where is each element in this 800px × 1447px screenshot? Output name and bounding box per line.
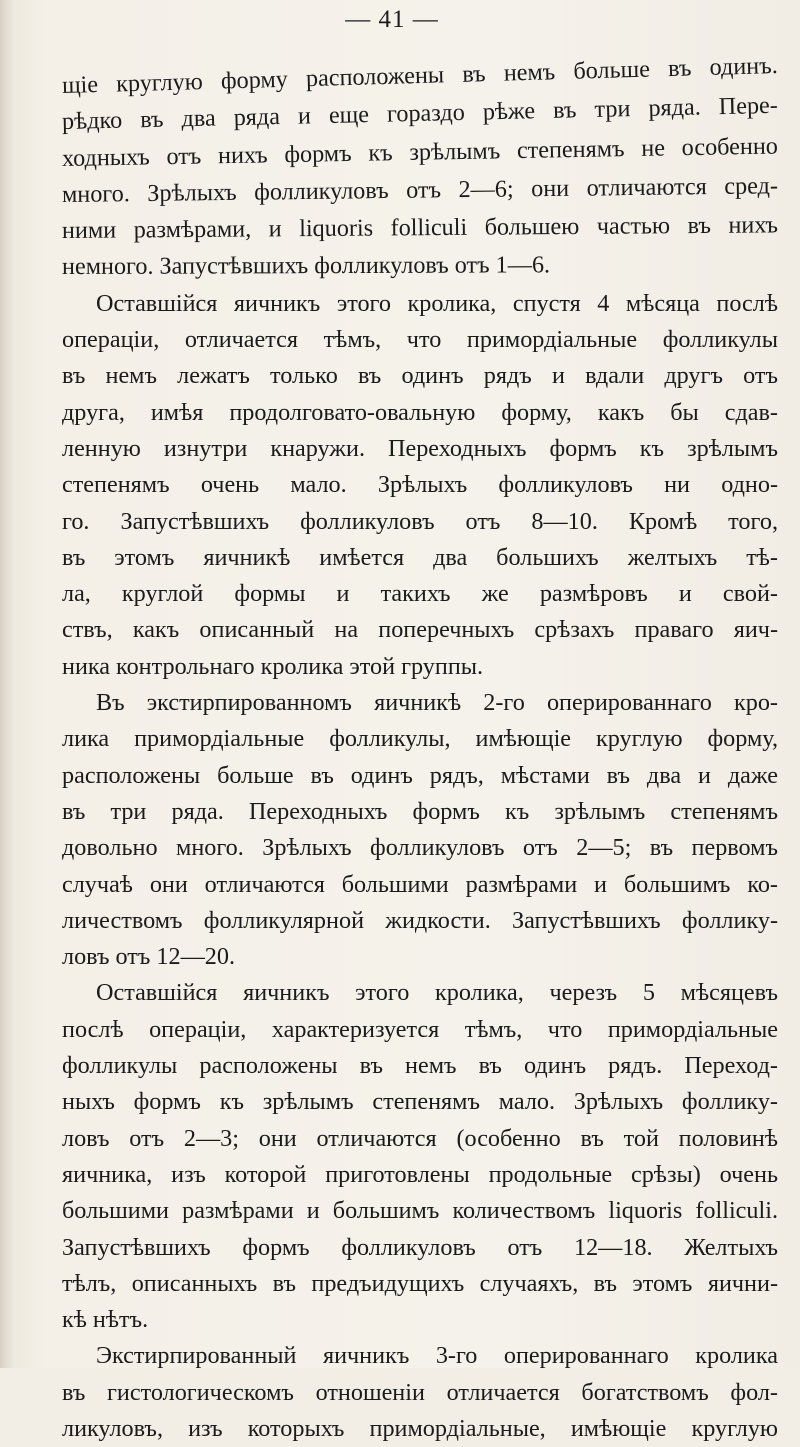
- page-edge-shadow: [0, 0, 14, 1368]
- text-line: личествомъ фолликулярной жидкости. Запустѣвшихъ фоллику-: [62, 906, 778, 934]
- text-line: друга, имѣя продолговато-овальную форму, какъ бы сдав-: [62, 398, 778, 426]
- paragraph-first-line: Оставшійся яичникъ этого кролика, черезъ 5 мѣсяцевъ: [96, 979, 778, 1007]
- text-line: ленную изнутри кнаружи. Переходныхъ формъ къ зрѣлымъ: [62, 434, 778, 462]
- text-line: ходныхъ отъ нихъ формъ къ зрѣлымъ степенямъ не особенно: [61, 132, 779, 172]
- text-line: лика примордіальные фолликулы, имѣющіе круглую форму,: [62, 725, 778, 753]
- text-line: Запустѣвшихъ формъ фолликуловъ отъ 12—18. Желтыхъ: [62, 1233, 778, 1261]
- text-line: въ три ряда. Переходныхъ формъ къ зрѣлымъ степенямъ: [62, 797, 778, 825]
- text-line: фолликулы расположены въ немъ въ одинъ рядъ. Переход-: [62, 1052, 778, 1080]
- text-line: рѣдко въ два ряда и еще гораздо рѣже въ три ряда. Пере-: [61, 92, 779, 136]
- text-line: послѣ операціи, характеризуется тѣмъ, что примордіальные: [62, 1015, 778, 1043]
- text-line: въ немъ лежатъ только въ одинъ рядъ и вдали другъ отъ: [62, 362, 778, 390]
- text-line: операціи, отличается тѣмъ, что примордіальные фолликулы: [62, 326, 778, 354]
- text-line: яичника, изъ которой приготовлены продольные срѣзы) очень: [62, 1160, 778, 1188]
- paragraph-first-line: Экстирпированный яичникъ 3-го оперированнаго кролика: [96, 1342, 778, 1370]
- text-line: случаѣ они отличаются большими размѣрами и большимъ ко-: [62, 870, 778, 898]
- page-text: [61, 52, 779, 1447]
- text-line: въ этомъ яичникѣ имѣется два большихъ желтыхъ тѣ-: [62, 543, 778, 571]
- text-line: ловъ отъ 2—3; они отличаются (особенно въ той половинѣ: [62, 1124, 778, 1152]
- text-line: расположены больше въ одинъ рядъ, мѣстами въ два и даже: [62, 761, 778, 789]
- text-line: ликуловъ, изъ которыхъ примордіальные, имѣющіе круглую: [62, 1414, 778, 1442]
- page-number: — 41 —: [345, 6, 439, 33]
- text-line: го. Запустѣвшихъ фолликуловъ отъ 8—10. Кромѣ того,: [62, 507, 778, 535]
- text-line: щіе круглую форму расположены въ немъ больше въ одинъ.: [61, 52, 779, 99]
- text-line: тѣлъ, описанныхъ въ предъидущихъ случаяхъ, въ этомъ яични-: [62, 1269, 778, 1297]
- text-line: кѣ нѣтъ.: [62, 1306, 149, 1334]
- text-line: ловъ отъ 12—20.: [62, 943, 236, 971]
- text-line: ними размѣрами, и liquoris folliculi большею частью въ нихъ: [61, 211, 779, 245]
- text-line: много. Зрѣлыхъ фолликуловъ отъ 2—6; они отличаются сред-: [61, 172, 779, 208]
- text-line: большими размѣрами и большимъ количествомъ liquoris folliculi.: [62, 1197, 778, 1225]
- text-line: ника контрольнаго кролика этой группы.: [62, 652, 484, 680]
- paragraph-first-line: Оставшійся яичникъ этого кролика, спустя 4 мѣсяца послѣ: [96, 289, 778, 317]
- text-line: ныхъ формъ къ зрѣлымъ степенямъ мало. Зрѣлыхъ фоллику-: [62, 1088, 778, 1116]
- text-line: ствъ, какъ описанный на поперечныхъ срѣзахъ праваго яич-: [62, 616, 778, 644]
- text-line: ла, круглой формы и такихъ же размѣровъ и свой-: [62, 580, 778, 608]
- text-line: довольно много. Зрѣлыхъ фолликуловъ отъ 2—5; въ первомъ: [62, 834, 778, 862]
- text-line: немного. Запустѣвшихъ фолликуловъ отъ 1—6.: [61, 251, 551, 281]
- text-line: степенямъ очень мало. Зрѣлыхъ фолликуловъ ни одно-: [62, 471, 778, 499]
- text-line: въ гистологическомъ отношеніи отличается богатствомъ фол-: [62, 1378, 778, 1406]
- paragraph-first-line: Въ экстирпированномъ яичникѣ 2-го оперированнаго кро-: [96, 689, 778, 717]
